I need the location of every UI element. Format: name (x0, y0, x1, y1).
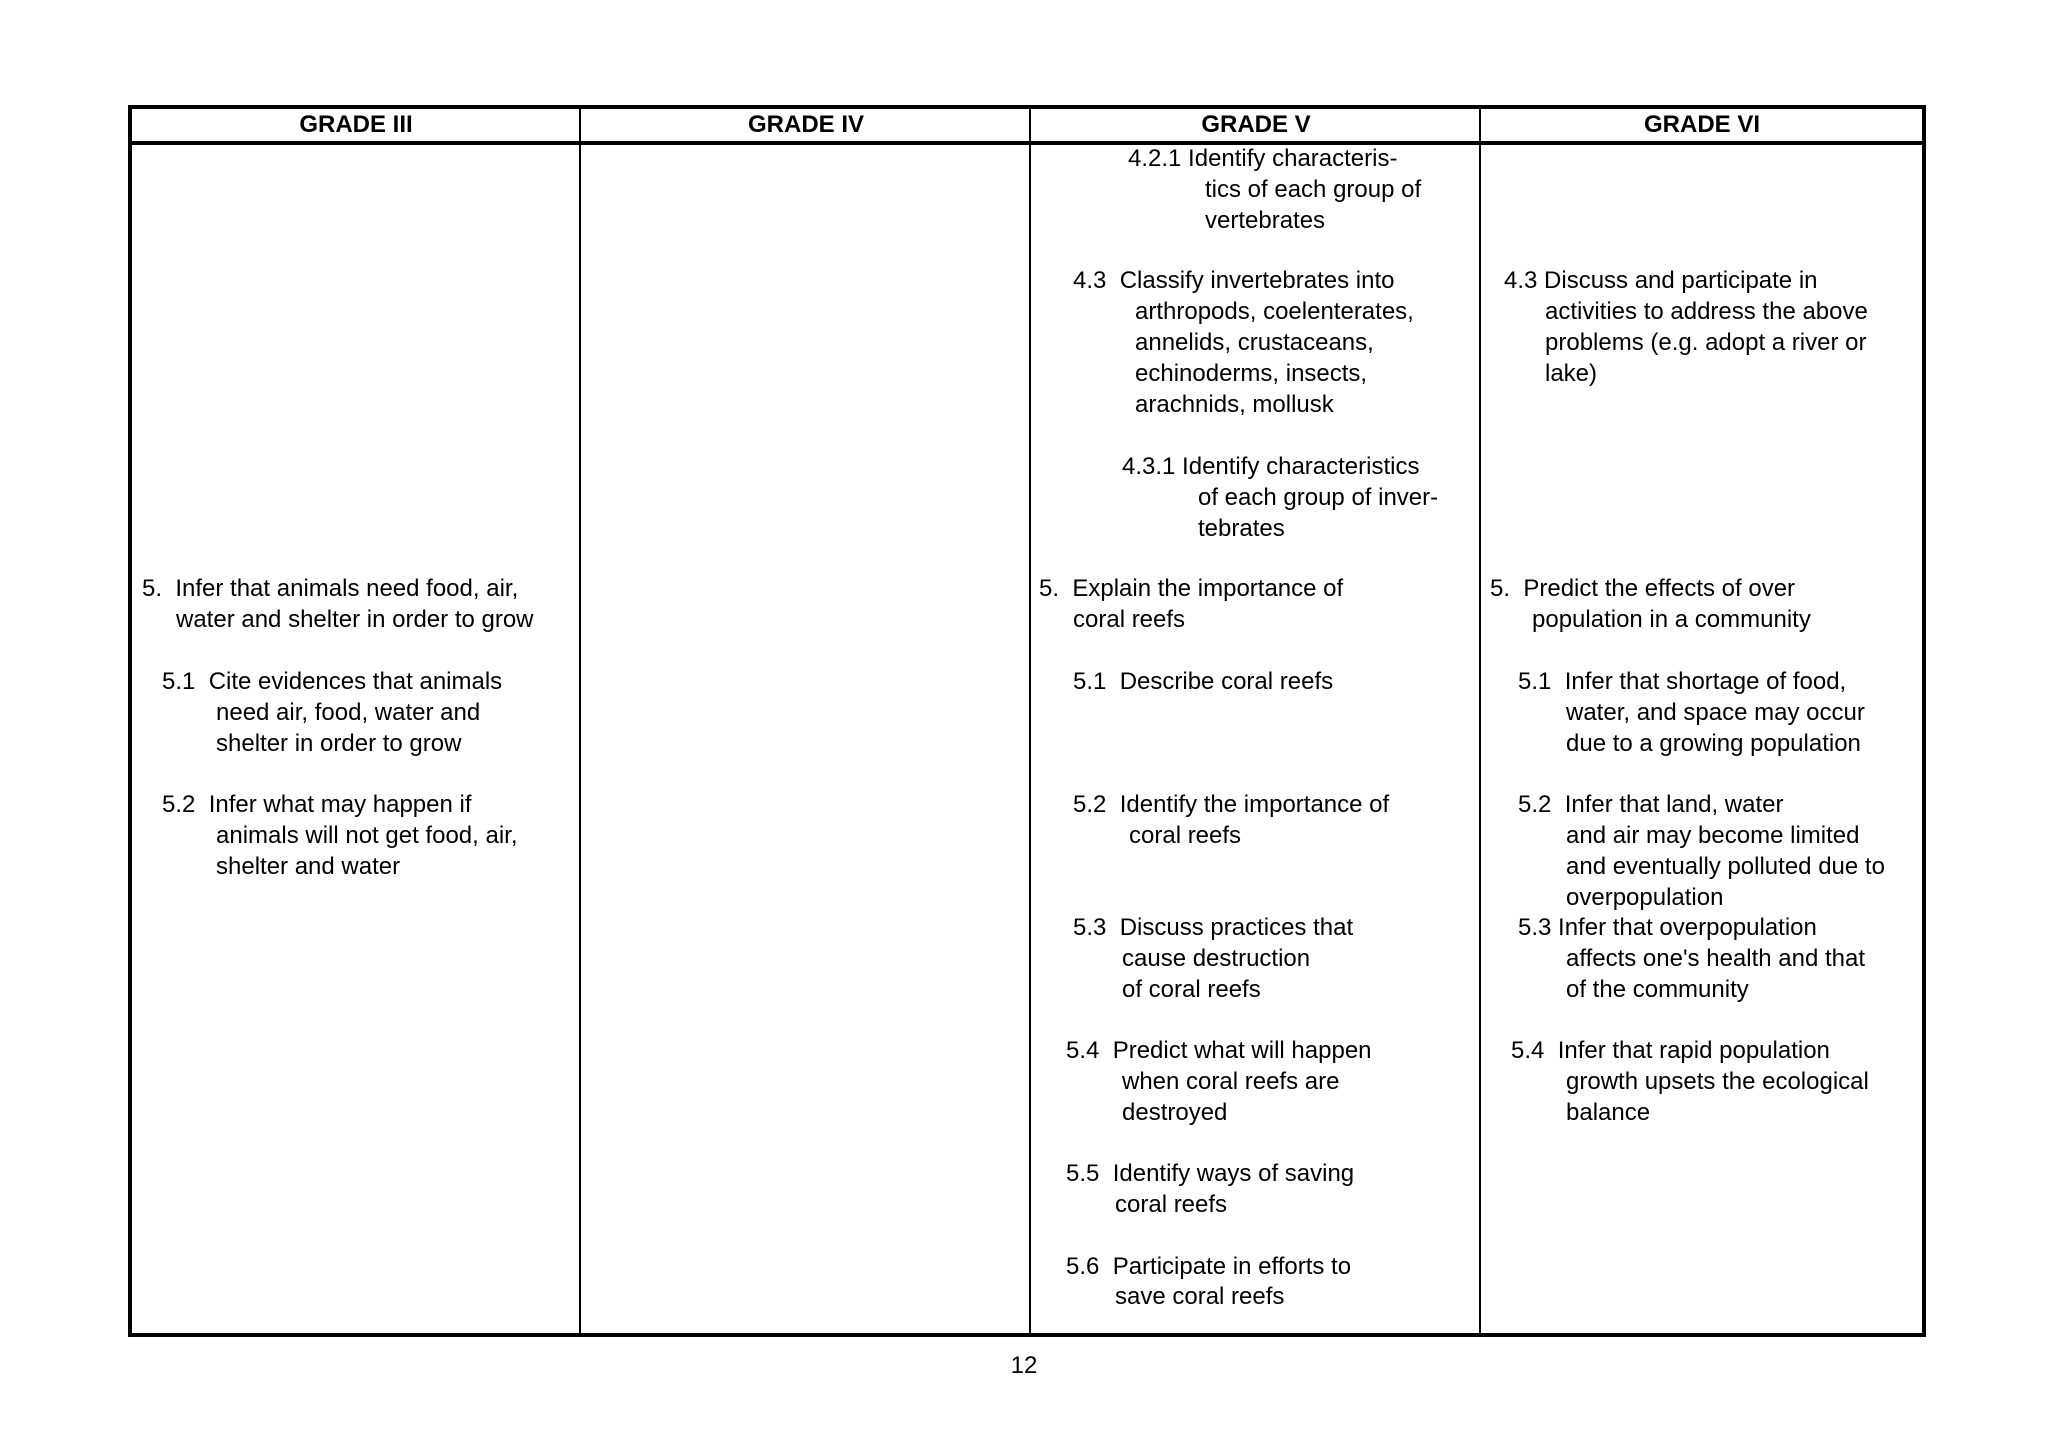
column-divider (579, 109, 581, 1333)
grade5-item4-3-line5: arachnids, mollusk (1135, 391, 1334, 418)
table-header-row (132, 109, 1922, 145)
grade6-item5-2-line4: overpopulation (1566, 884, 1724, 911)
grade6-item5-2-line3: and eventually polluted due to (1566, 853, 1885, 880)
header-grade-vi: GRADE VI (1643, 111, 1760, 138)
grade6-item5-line2: population in a community (1532, 606, 1811, 633)
grade6-item4-3-line1: 4.3 Discuss and participate in (1504, 267, 1818, 294)
grade5-item4-3-line1: 4.3 Classify invertebrates into (1073, 267, 1395, 294)
grade5-item5-2-line1: 5.2 Identify the importance of (1073, 791, 1390, 818)
grade3-item5-2-line3: shelter and water (216, 853, 401, 880)
grade6-item5-3-line3: of the community (1566, 976, 1749, 1003)
grade5-item4-3-1-line1: 4.3.1 Identify characteristics (1122, 453, 1420, 480)
grade6-item5-2-line1: 5.2 Infer that land, water (1518, 791, 1784, 818)
grade5-item4-3-line2: arthropods, coelenterates, (1135, 298, 1414, 325)
grade5-item4-2-1-line1: 4.2.1 Identify characteris- (1128, 145, 1398, 172)
grade5-item5-4-line1: 5.4 Predict what will happen (1066, 1037, 1372, 1064)
grade5-item5-6-line2: save coral reefs (1115, 1283, 1285, 1310)
page-number: 12 (1010, 1352, 1038, 1379)
curriculum-table (128, 105, 1926, 1337)
header-grade-iv: GRADE IV (747, 111, 864, 138)
grade6-item5-3-line1: 5.3 Infer that overpopulation (1518, 914, 1817, 941)
grade6-item5-line1: 5. Predict the effects of over (1490, 575, 1796, 602)
grade3-item5-2-line1: 5.2 Infer what may happen if (162, 791, 472, 818)
grade5-item5-6-line1: 5.6 Participate in efforts to (1066, 1253, 1352, 1280)
grade5-item5-2-line2: coral reefs (1129, 822, 1242, 849)
grade5-item5-3-line3: of coral reefs (1122, 976, 1261, 1003)
grade3-item5-1-line3: shelter in order to grow (216, 730, 462, 757)
grade6-item5-4-line1: 5.4 Infer that rapid population (1511, 1037, 1830, 1064)
column-divider (1479, 109, 1481, 1333)
grade6-item4-3-line2: activities to address the above (1545, 298, 1868, 325)
grade5-item5-1-line1: 5.1 Describe coral reefs (1073, 668, 1334, 695)
grade5-item5-5-line1: 5.5 Identify ways of saving (1066, 1160, 1355, 1187)
grade5-item4-2-1-line2: tics of each group of (1205, 176, 1422, 203)
grade5-item5-4-line3: destroyed (1122, 1099, 1228, 1126)
grade3-item5-line1: 5. Infer that animals need food, air, (142, 575, 519, 602)
grade5-item5-3-line1: 5.3 Discuss practices that (1073, 914, 1354, 941)
grade6-item5-1-line2: water, and space may occur (1566, 699, 1865, 726)
grade6-item5-4-line3: balance (1566, 1099, 1651, 1126)
grade5-item5-3-line2: cause destruction (1122, 945, 1311, 972)
grade6-item5-4-line2: growth upsets the ecological (1566, 1068, 1869, 1095)
grade6-item4-3-line3: problems (e.g. adopt a river or (1545, 329, 1867, 356)
grade3-item5-2-line2: animals will not get food, air, (216, 822, 518, 849)
grade5-item4-3-line3: annelids, crustaceans, (1135, 329, 1374, 356)
grade5-item4-3-1-line3: tebrates (1198, 515, 1285, 542)
grade5-item5-5-line2: coral reefs (1115, 1191, 1228, 1218)
column-divider (1029, 109, 1031, 1333)
grade6-item5-2-line2: and air may become limited (1566, 822, 1860, 849)
grade3-item5-1-line2: need air, food, water and (216, 699, 481, 726)
grade5-item4-2-1-line3: vertebrates (1205, 207, 1326, 234)
grade6-item5-1-line3: due to a growing population (1566, 730, 1861, 757)
grade5-item5-4-line2: when coral reefs are (1122, 1068, 1340, 1095)
grade5-item4-3-line4: echinoderms, insects, (1135, 360, 1368, 387)
header-grade-v: GRADE V (1201, 111, 1311, 138)
header-grade-iii: GRADE III (299, 111, 413, 138)
grade5-item5-line2: coral reefs (1073, 606, 1186, 633)
grade5-item4-3-1-line2: of each group of inver- (1198, 484, 1439, 511)
grade6-item4-3-line4: lake) (1545, 360, 1598, 387)
grade5-item5-line1: 5. Explain the importance of (1039, 575, 1344, 602)
grade6-item5-1-line1: 5.1 Infer that shortage of food, (1518, 668, 1847, 695)
grade3-item5-1-line1: 5.1 Cite evidences that animals (162, 668, 503, 695)
grade6-item5-3-line2: affects one's health and that (1566, 945, 1866, 972)
grade3-item5-line2: water and shelter in order to grow (176, 606, 534, 633)
